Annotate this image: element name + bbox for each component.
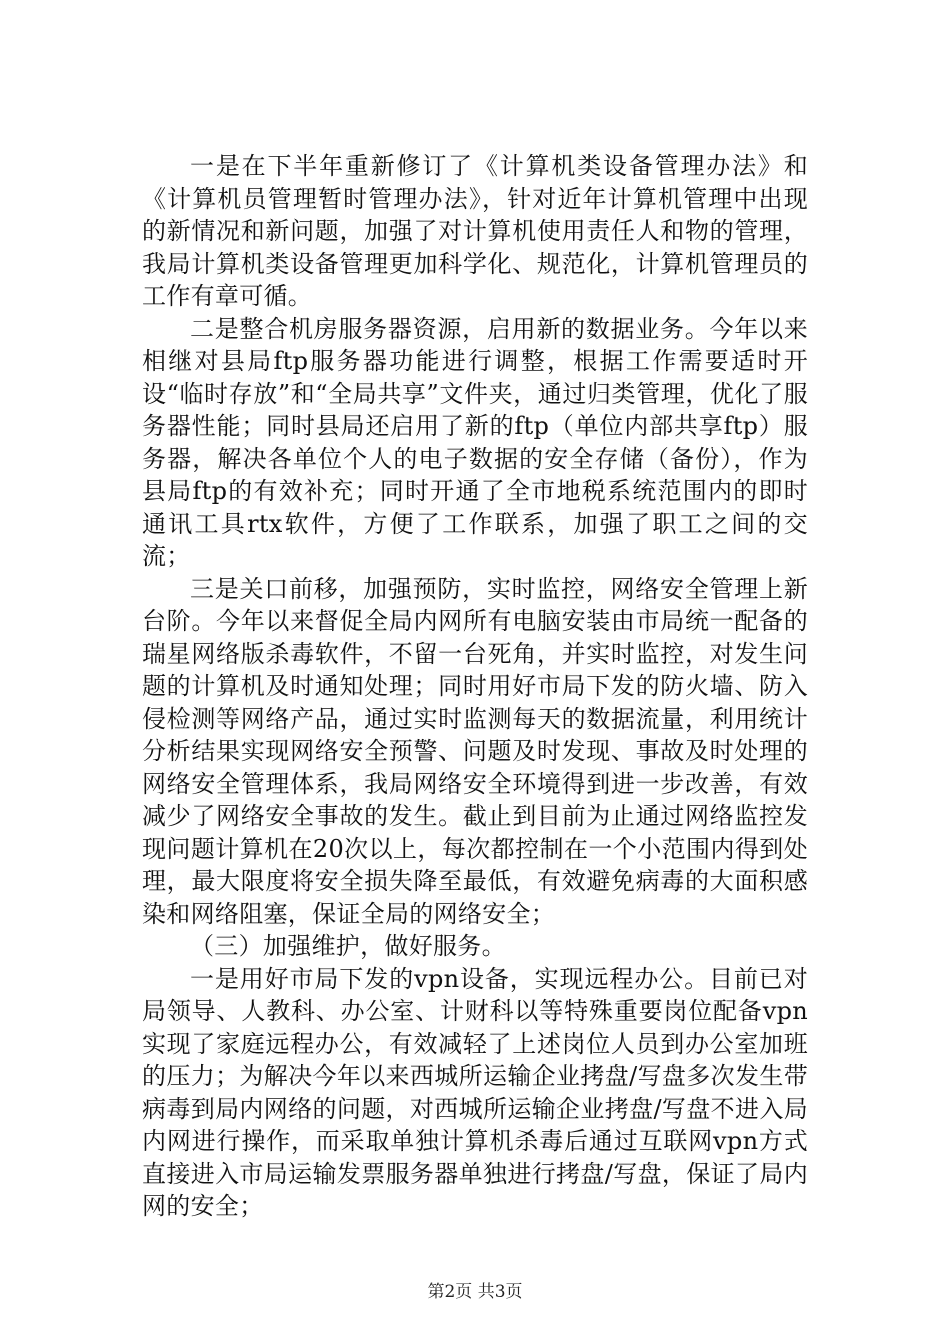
section-heading-maintenance: （三）加强维护，做好服务。 — [190, 932, 506, 960]
paragraph-network-security: 三是关口前移，加强预防，实时监控，网络安全管理上新台阶。今年以来督促全局内网所有电脑安装由市局统一配备的瑞星网络版杀毒软件，不留一台死角，并实时监控，对发生问题的计算机及时通知处理；同时用好市局下发的防火墙、防入侵检测等网络产品，通过实时监测每天的数据流量，利用统计分析结果实现网络安全预警、问题及时发现、事故及时处理的网络安全管理体系，我局网络安全环境得到进一步改善，有效减少了网络安全事故的发生。截止到目前为止通过网络监控发现问题计算机在20次以上，每次都控制在一个小范围内得到处理，最大限度将安全损失降至最低，有效避免病毒的大面积感染和网络阻塞，保证全局的网络安全； — [142, 574, 808, 928]
document-body — [142, 150, 808, 1223]
paragraph-vpn: 一是用好市局下发的vpn设备，实现远程办公。目前已对局领导、人教科、办公室、计财科以等特殊重要岗位配备vpn实现了家庭远程办公，有效减轻了上述岗位人员到办公室加班的压力；为解决今年以来西城所运输企业拷盘/写盘多次发生带病毒到局内网络的问题，对西城所运输企业拷盘/写盘不进入局内网进行操作，而采取单独计算机杀毒后通过互联网vpn方式直接进入市局运输发票服务器单独进行拷盘/写盘，保证了局内网的安全； — [142, 964, 808, 1220]
page-number-footer: 第2页 共3页 — [427, 1282, 523, 1302]
paragraph-regulations: 一是在下半年重新修订了《计算机类设备管理办法》和《计算机员管理暂时管理办法》，针对近年计算机管理中出现的新情况和新问题，加强了对计算机使用责任人和物的管理，我局计算机类设备管理更加科学化、规范化，计算机管理员的工作有章可循。 — [142, 152, 808, 310]
paragraph-server-integration: 二是整合机房服务器资源，启用新的数据业务。今年以来相继对县局ftp服务器功能进行调整，根据工作需要适时开设“临时存放”和“全局共享”文件夹，通过归类管理，优化了服务器性能；同时县局还启用了新的ftp（单位内部共享ftp）服务器，解决各单位个人的电子数据的安全存储（备份），作为县局ftp的有效补充；同时开通了全市地税系统范围内的即时通讯工具rtx软件，方便了工作联系，加强了职工之间的交流； — [142, 314, 808, 570]
